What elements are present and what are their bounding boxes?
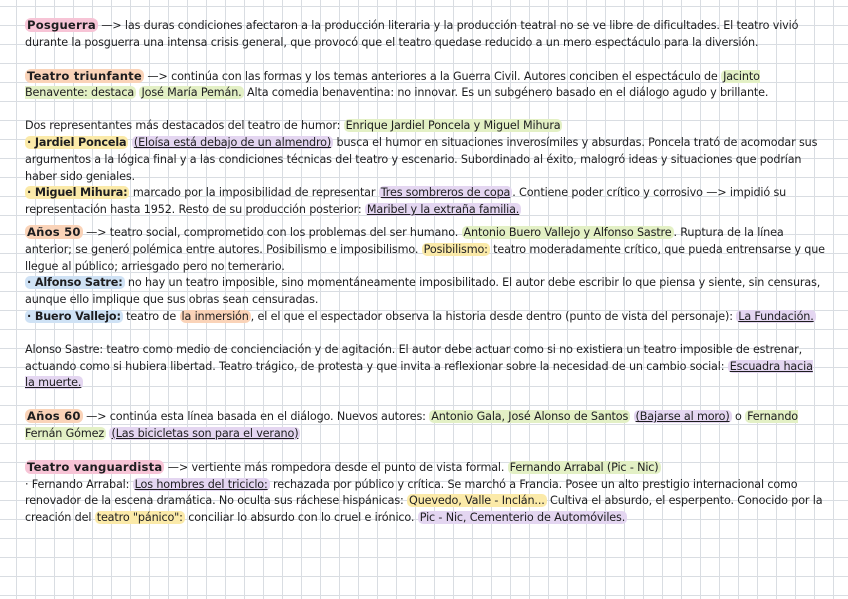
work-escuadra: Escuadra hacia la muerte. [25,359,813,390]
arrabal-text-c: conciliar lo absurdo con lo cruel e irónico. [184,511,418,525]
anos60-text-a: continúa esta línea basada en el diálogo. Nuevos autores: [109,410,430,424]
paragraph-alonso-sastre [25,342,825,392]
label-buero-vallejo: · Buero Vallejo: [27,309,121,323]
humor-intro-text: Dos representantes más destacados del teatro de humor: [25,119,344,133]
heading-anos-50: Años 50 [27,224,81,239]
highlight-humor-authors: Enrique Jardiel Poncela y Miguel Mihura [345,119,561,133]
paragraph-miguel-mihura [25,185,825,219]
mihura-text-b: . Contiene poder crítico y corrosivo —> impidió su representación hasta 1952. Resto de su producción posterior: [25,186,787,217]
work-hombres-triciclo: Los hombres del triciclo: [134,477,268,491]
arrow: —> [82,410,110,424]
label-alfonso-sastre: · Alfonso Satre: [27,276,123,290]
work-maribel: Maribel y la extraña familia. [366,203,520,217]
vanguardista-text-a: vertiente más rompedora desde el punto de vista formal. [191,460,508,474]
label-jardiel-poncela: · Jardiel Poncela [27,135,127,149]
arrow: —> [82,225,110,239]
work-bajarse-al-moro: (Bajarse al moro) [635,410,730,424]
highlight-inmersion: la inmersión [181,309,249,323]
paragraph-buero-vallejo [25,309,825,326]
paragraph-humor-intro [25,118,825,135]
highlight-quevedo-valle: Quevedo, Valle - Inclán... [409,494,545,508]
triunfante-text-c: Alta comedia benaventina: no innovar. Es un subgénero basado en el diálogo agudo y brillante. [243,86,769,100]
anos50-text-a: teatro social, comprometido con los problemas del ser humano. [109,225,462,239]
sastre-text: no hay un teatro imposible, sino momentáneamente imposibilitado. El autor debe escribir lo que piensa y siente, sin censuras, aunque ello implique que sus obras sean censuradas. [25,276,821,307]
highlight-buero-sastre: Antonio Buero Vallejo y Alfonso Sastre [463,225,672,239]
paragraph-posguerra [25,17,825,52]
mihura-text-a: marcado por la imposibilidad de representar [129,186,379,200]
highlight-peman: José María Pemán. [141,86,242,100]
label-miguel-mihura: · Miguel Mihura: [27,186,128,200]
highlight-fernan-gomez: Fernando Fernán Gómez [25,410,798,440]
arrow: —> [97,19,125,32]
heading-teatro-triunfante: Teatro triunfante [27,68,142,83]
highlight-teatro-panico: teatro "pánico": [96,511,183,525]
arrabal-text-a: rechazada por público y crítica. Se marchó a Francia. Posee un alto prestigio internacional como renovador de la escena dramática. No oculta sus ráchese hispánicas: [25,477,798,508]
buero-text-b: , el el que el espectador observa la historia desde dentro (punto de vista del personaje): [250,309,737,323]
work-pic-nic-cementerio: Pic - Nic, Cementerio de Automóviles. [419,511,626,525]
alonso-sastre-text: Alonso Sastre: teatro como medio de concienciación y de agitación. El autor debe actuar como si no existiera un teatro imposible de estrenar, actuando como si hubiera libertad. Teatro trágico, de protesta y que invita a reflexionar sobre la necesidad de un cambio social: [25,342,803,373]
anos60-text-c: o [731,410,746,424]
heading-teatro-vanguardista: Teatro vanguardista [27,459,163,474]
paragraph-teatro-vanguardista [25,459,825,477]
heading-anos-60: Años 60 [27,409,81,424]
heading-posguerra: Posguerra [27,18,96,32]
arrow: —> [143,69,172,83]
anos50-text-b: . Ruptura de la línea anterior; se generó polémica entre autores. Posibilismo e imposibilismo. [25,225,784,256]
notes-page [25,17,825,527]
arrow: —> [164,460,192,474]
highlight-posibilismo: Posibilismo: [423,242,488,256]
work-la-fundacion: La Fundación. [738,309,814,323]
paragraph-fernando-arrabal [25,477,825,527]
highlight-benavente: Jacinto Benavente: destaca [25,69,760,100]
posguerra-text: las duras condiciones afectaron a la producción literaria y la producción teatral no se ve libre de dificultades. El teatro vivió durante la posguerra una intensa crisis general, que provocó que el teatro quedase reducido a un mero espectáculo para la diversión. [25,19,799,49]
highlight-arrabal: Fernando Arrabal (Pic - Nic) [509,460,659,474]
paragraph-jardiel-poncela [25,135,825,185]
jardiel-text: busca el humor en situaciones inverosímiles y absurdas. Poncela trató de acomodar sus argumentos a la lógica final y a las condiciones técnicas del teatro y escenario. Subordinado al éxito, malogró ideas y situaciones que podrían haber sido geniales. [25,135,818,183]
work-bicicletas: (Las bicicletas son para el verano) [111,426,299,440]
paragraph-anos-60 [25,408,825,443]
work-tres-sombreros: Tres sombreros de copa [380,186,511,200]
paragraph-teatro-triunfante [25,68,825,103]
paragraph-anos-50 [25,224,825,275]
paragraph-alfonso-sastre [25,275,825,309]
highlight-new-authors: Antonio Gala, José Alonso de Santos [431,410,629,424]
triunfante-text-a: continúa con las formas y los temas anteriores a la Guerra Civil. Autores conciben el espectáculo de [171,69,722,83]
work-eloisa: (Eloísa está debajo de un almendro) [133,135,332,149]
label-fernando-arrabal: · Fernando Arrabal: [25,477,133,491]
arrabal-text-b: Cultiva el absurdo, el esperpento. Conocido por la creación del [25,494,823,525]
buero-text-a: teatro de [122,309,180,323]
anos50-text-c: teatro moderadamente crítico, que pueda entrensarse y que llegue al público; arriesgado pero no temerario. [25,242,825,273]
